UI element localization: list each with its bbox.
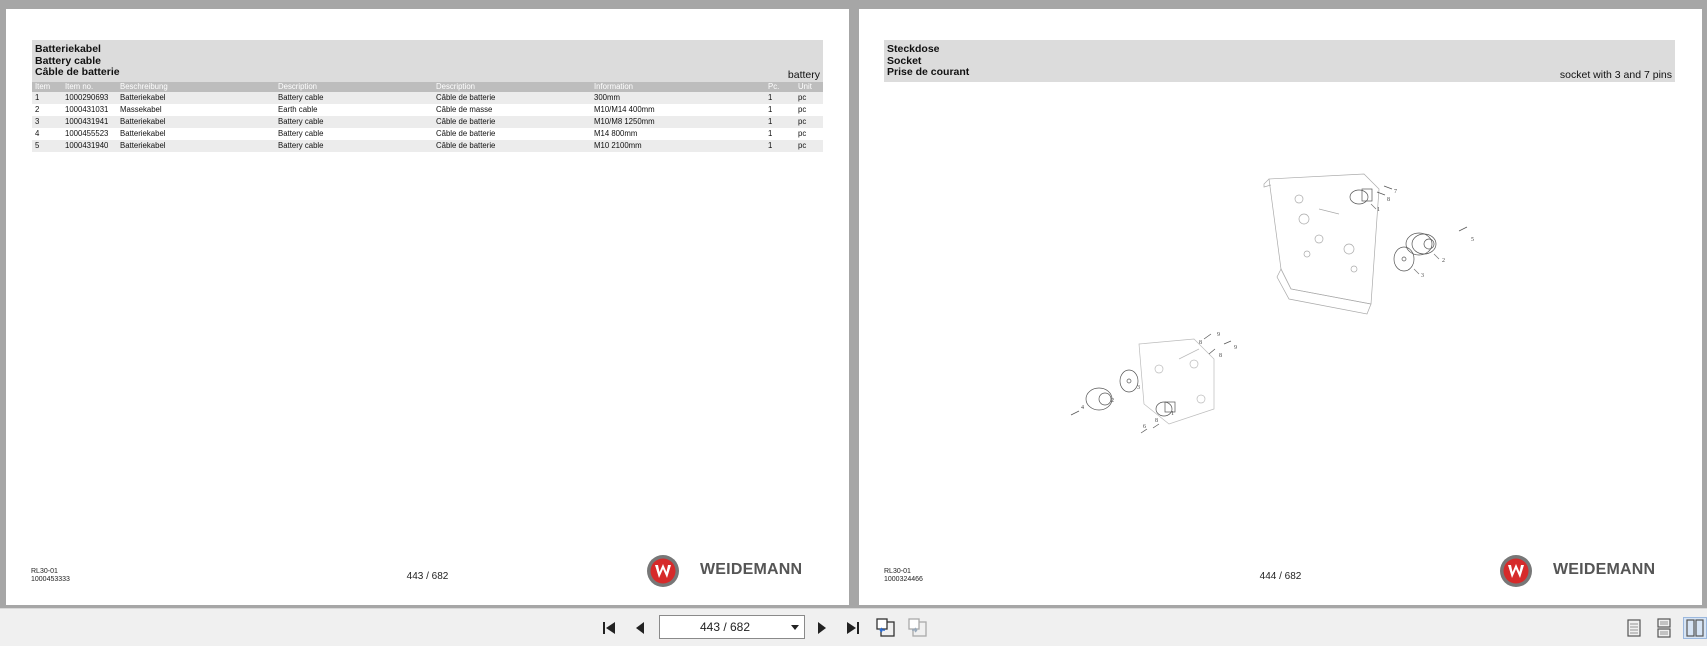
cell: 5 xyxy=(32,140,62,152)
cell: pc xyxy=(795,92,823,104)
callout-7: 7 xyxy=(1394,189,1397,195)
cell: 1 xyxy=(32,92,62,104)
callout-8: 8 xyxy=(1199,340,1202,346)
title-english: Battery cable xyxy=(35,55,101,67)
next-page-icon xyxy=(813,619,831,637)
single-page-view-button[interactable] xyxy=(1622,617,1646,639)
cell: M14 800mm xyxy=(591,128,765,140)
go-back-button[interactable] xyxy=(874,617,898,639)
last-page-icon xyxy=(844,619,862,637)
title-german: Steckdose xyxy=(887,43,940,55)
brand-name: WEIDEMANN xyxy=(1553,561,1656,578)
cell: Battery cable xyxy=(275,92,433,104)
lower-bracket xyxy=(1139,339,1214,424)
callout-6: 6 xyxy=(1143,424,1146,430)
continuous-view-button[interactable] xyxy=(1652,617,1676,639)
cell: 1 xyxy=(765,104,795,116)
callout-8: 8 xyxy=(1155,418,1158,424)
callout-1: 1 xyxy=(1171,411,1174,417)
column-header: Information xyxy=(591,82,765,92)
viewer-toolbar xyxy=(0,608,1707,646)
document-number: 1000453333 xyxy=(31,576,70,583)
cell: M10/M14 400mm xyxy=(591,104,765,116)
weidemann-logo-icon xyxy=(646,554,680,588)
page-number: 444 / 682 xyxy=(1259,571,1302,582)
cell: Câble de masse xyxy=(433,104,591,116)
cell: Batteriekabel xyxy=(117,140,275,152)
two-page-view-button[interactable] xyxy=(1683,617,1707,639)
cell: Câble de batterie xyxy=(433,128,591,140)
cell: Battery cable xyxy=(275,128,433,140)
cell: Batteriekabel xyxy=(117,92,275,104)
upper-socket-assembly xyxy=(1350,186,1467,274)
cell: M10/M8 1250mm xyxy=(591,116,765,128)
table-row xyxy=(32,104,823,116)
table-row xyxy=(32,116,823,128)
callout-8: 8 xyxy=(1387,197,1390,203)
current-page-value: 443 / 682 xyxy=(699,620,751,634)
title-french: Prise de courant xyxy=(887,66,970,78)
lower-socket-assembly xyxy=(1071,334,1231,433)
cell: Battery cable xyxy=(275,140,433,152)
page-header xyxy=(884,40,1675,82)
chevron-down-icon[interactable] xyxy=(791,625,799,630)
title-english: Socket xyxy=(887,55,922,67)
callout-3: 3 xyxy=(1137,385,1140,391)
model-code: RL30-01 xyxy=(884,568,911,575)
callout-4: 4 xyxy=(1081,405,1084,411)
parts-table xyxy=(32,82,823,152)
cell: 2 xyxy=(32,104,62,116)
page-number-input[interactable] xyxy=(659,615,805,639)
right-page xyxy=(859,9,1702,605)
first-page-icon xyxy=(600,619,618,637)
cell: pc xyxy=(795,140,823,152)
weidemann-logo-icon xyxy=(1499,554,1533,588)
callout-8: 8 xyxy=(1219,353,1222,359)
cell: pc xyxy=(795,116,823,128)
model-code: RL30-01 xyxy=(31,568,58,575)
column-header: Pc. xyxy=(765,82,795,92)
cell: Battery cable xyxy=(275,116,433,128)
column-header: Beschreibung xyxy=(117,82,275,92)
column-header: Item xyxy=(32,82,62,92)
cell: Massekabel xyxy=(117,104,275,116)
table-row xyxy=(32,92,823,104)
cell: Batteriekabel xyxy=(117,116,275,128)
callout-2: 2 xyxy=(1442,258,1445,264)
cell: 1000431031 xyxy=(62,104,117,116)
exploded-parts-drawing xyxy=(1019,159,1479,479)
cell: 4 xyxy=(32,128,62,140)
table-row xyxy=(32,128,823,140)
cell: 1000431940 xyxy=(62,140,117,152)
cell: 300mm xyxy=(591,92,765,104)
column-header: Unit xyxy=(795,82,823,92)
title-french: Câble de batterie xyxy=(35,66,120,78)
previous-page-button[interactable] xyxy=(628,617,652,639)
continuous-view-icon xyxy=(1655,618,1673,638)
table-row xyxy=(32,140,823,152)
callout-9: 9 xyxy=(1234,345,1237,351)
left-page xyxy=(6,9,849,605)
cell: 1 xyxy=(765,128,795,140)
callout-3: 3 xyxy=(1421,273,1424,279)
cell: 1 xyxy=(765,92,795,104)
go-back-icon xyxy=(875,618,897,638)
header-keyword: socket with 3 and 7 pins xyxy=(1559,69,1672,81)
go-forward-button[interactable] xyxy=(906,617,930,639)
two-page-view-icon xyxy=(1686,618,1704,638)
previous-page-icon xyxy=(631,619,649,637)
go-forward-icon xyxy=(907,618,929,638)
cell: Câble de batterie xyxy=(433,140,591,152)
header-keyword: battery xyxy=(787,69,820,81)
title-german: Batteriekabel xyxy=(35,43,101,55)
cell: 1000431941 xyxy=(62,116,117,128)
callout-2: 2 xyxy=(1111,398,1114,404)
brand-name: WEIDEMANN xyxy=(700,561,803,578)
cell: 1000290693 xyxy=(62,92,117,104)
last-page-button[interactable] xyxy=(841,617,865,639)
cell: Câble de batterie xyxy=(433,116,591,128)
column-header: Description xyxy=(433,82,591,92)
document-number: 1000324466 xyxy=(884,576,923,583)
single-page-view-icon xyxy=(1625,618,1643,638)
page-number: 443 / 682 xyxy=(406,571,449,582)
cell: 3 xyxy=(32,116,62,128)
cell: 1 xyxy=(765,140,795,152)
cell: Batteriekabel xyxy=(117,128,275,140)
next-page-button[interactable] xyxy=(810,617,834,639)
cell: pc xyxy=(795,104,823,116)
cell: pc xyxy=(795,128,823,140)
callout-5: 5 xyxy=(1471,237,1474,243)
callout-9: 9 xyxy=(1217,332,1220,338)
table-header-row xyxy=(32,82,823,92)
cell: 1 xyxy=(765,116,795,128)
column-header: Description xyxy=(275,82,433,92)
first-page-button[interactable] xyxy=(597,617,621,639)
column-header: Item no. xyxy=(62,82,117,92)
callout-1: 1 xyxy=(1377,207,1380,213)
cell: Earth cable xyxy=(275,104,433,116)
cell: 1000455523 xyxy=(62,128,117,140)
cell: M10 2100mm xyxy=(591,140,765,152)
cell: Câble de batterie xyxy=(433,92,591,104)
page-header xyxy=(32,40,823,82)
